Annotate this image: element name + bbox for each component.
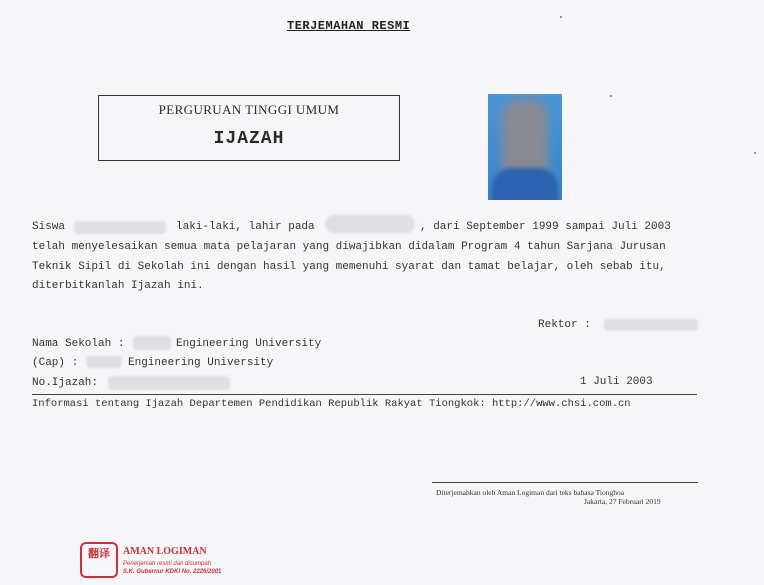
institution-type: PERGURUAN TINGGI UMUM [158, 102, 340, 117]
divider-line [32, 394, 697, 395]
redacted-ijazah-number [108, 376, 230, 390]
redacted-student-name [74, 221, 166, 234]
school-value: Engineering University [176, 338, 322, 350]
document-header-title: TERJEMAHAN RESMI [287, 19, 411, 33]
scan-speck [560, 16, 562, 18]
translator-note-line-1: Diterjemahkan oleh Aman Logiman dari teks bahasa Tionghoa [436, 488, 625, 497]
cap-label: (Cap) : [32, 357, 79, 369]
translator-seal [80, 542, 118, 578]
seal-text: 翻译 [88, 549, 110, 561]
stamp-translator-name: AMAN LOGIMAN [123, 546, 207, 557]
verification-info: Informasi tentang Ijazah Departemen Pendidikan Republik Rakyat Tiongkok: http://www.chsi.com.cn [32, 398, 631, 410]
ijazah-number-label: No.Ijazah: [32, 377, 99, 389]
stamp-subtitle-1: Penerjemah resmi dan disumpah [123, 561, 212, 567]
translator-note-line-2: Jakarta, 27 Februari 2019 [584, 497, 661, 506]
redacted-school-prefix [133, 336, 171, 350]
body-line-1 [32, 221, 65, 233]
scan-speck [610, 95, 612, 97]
redacted-rektor-name [604, 319, 698, 331]
body-line-1-b: laki-laki, lahir pada [176, 221, 315, 233]
body-line-4: diterbitkanlah Ijazah ini. [32, 280, 204, 292]
student-photo [488, 94, 562, 200]
issue-date: 1 Juli 2003 [580, 376, 653, 388]
cap-value: Engineering University [128, 357, 274, 369]
redacted-birthdate [325, 215, 415, 233]
stamp-subtitle-2: S.K. Gubernur KDKI No. 2226/2001 [123, 569, 222, 575]
body-line-3: Teknik Sipil di Sekolah ini dengan hasil yang memenuhi syarat dan tamat belajar, oleh sebab itu, [32, 261, 666, 273]
body-line-1-a: Siswa [32, 221, 66, 233]
certificate-title: IJAZAH [213, 129, 285, 149]
certificate-title-box [98, 95, 400, 161]
photo-shirt [492, 168, 558, 200]
body-line-1-c: , dari September 1999 sampai Juli 2003 [420, 221, 671, 233]
rektor-label: Rektor : [538, 319, 591, 331]
translator-divider [432, 482, 698, 483]
scan-speck [754, 152, 756, 154]
school-label: Nama Sekolah : [32, 338, 125, 350]
body-line-2: telah menyelesaikan semua mata pelajaran yang diwajibkan didalam Program 4 tahun Sarjana Jurusan [32, 241, 666, 253]
redacted-cap-prefix [86, 356, 122, 368]
